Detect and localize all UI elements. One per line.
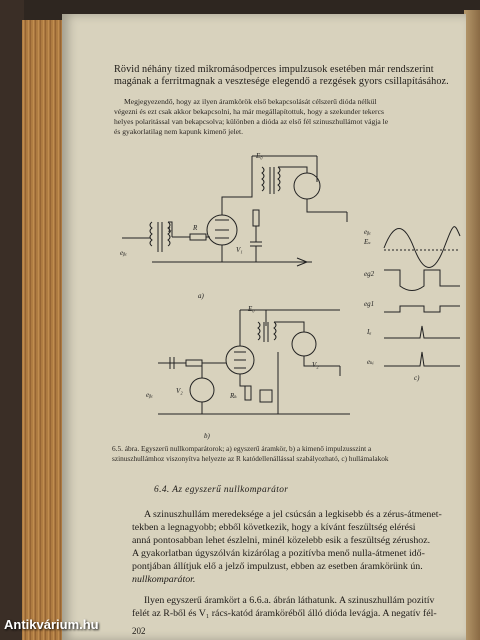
wave-label: Eₛ — [364, 238, 371, 246]
body-line-italic: nullkomparátor. — [132, 574, 196, 585]
body-line: tekben a legnagyobb; ebből következik, hogy a kívánt feszültség elérési — [132, 522, 416, 533]
circuit-diagram-b — [140, 302, 380, 422]
body2-line: felét az R-ből és V₁ rács-katód áramköréből álló dióda levágja. A negatív fél- — [132, 608, 437, 619]
wave-label: Iₐ — [367, 328, 372, 336]
wave-label: eₖᵢ — [367, 358, 374, 366]
wave-label: eg2 — [364, 270, 375, 278]
wave-label: eᵦₑ — [364, 228, 371, 236]
paragraph-line: Rövid néhány tized mikromásodperces impulzusok esetében már rendszerint — [114, 64, 434, 75]
note-line: Megjegyezendő, hogy az ilyen áramkörök első bekapcsolását célszerű dióda nélkül — [124, 97, 377, 106]
label-ebe-b: eᵦₑ — [146, 391, 153, 399]
page-number: 202 — [132, 626, 146, 636]
body-line: A gyakorlatban úgyszólván kizárólag a pozitívba menő nulla-átmenet idő- — [132, 548, 425, 559]
label-e0-b: E₀ — [248, 305, 255, 313]
book-page — [62, 14, 466, 640]
background-dark — [0, 0, 24, 640]
paragraph-line: magának a ferritmagnak a vesztesége elegendő a rezgések gyors csillapításához. — [114, 76, 449, 87]
figure-caption-line: 6.5. ábra. Egyszerű nullkomparátorok; a) egyszerű áramkör, b) a kimenő impulzusszint a — [112, 444, 372, 453]
label-ir: Iᵣ — [168, 226, 173, 234]
section-heading: 6.4. Az egyszerű nullkomparátor — [154, 485, 289, 495]
body2-line: Ilyen egyszerű áramkört a 6.6.a. ábrán láthatunk. A szinuszhullám pozitív — [144, 595, 435, 606]
book-page-edges — [22, 20, 64, 640]
body-line: pontjában állítjuk elő a jelző impulzust, ebben az esetben áramkörünk ún. — [132, 561, 423, 572]
body-line: A szinuszhullám meredeksége a jel csúcsán a legkisebb és a zérus-átmenet- — [144, 509, 442, 520]
label-rk: Rₖ — [230, 392, 237, 400]
figure-b-label: b) — [204, 432, 210, 440]
figure-a-label: a) — [198, 292, 204, 300]
label-v2-right: V₂ — [312, 361, 319, 369]
wave-label: eg1 — [364, 300, 375, 308]
figure-c-label: c) — [414, 374, 420, 382]
label-r: R — [193, 224, 198, 232]
body-line: anná pontosabban lehet észlelni, minél közelebb esik a feszültség zérushoz. — [132, 535, 431, 546]
note-line: végezni és ezt csak akkor bekapcsolni, ha már megállapítottuk, hogy a szekunder tekercs — [114, 107, 384, 116]
figure-caption-line: szinuszhullámhoz viszonyítva helyezte az R katódellenállással szabályozható, c) hullámalakok — [112, 454, 389, 463]
book-right-edge — [464, 10, 480, 640]
note-line: és gyakorlatilag nem kapunk kimenő jelet. — [114, 127, 244, 136]
waveform-diagram-c — [380, 226, 462, 386]
label-v2: V₂ — [176, 387, 183, 395]
label-ebe: eᵦₑ — [120, 249, 127, 257]
note-line: helyes polaritással van bekapcsolva; különben a dióda az első fél szinuszhullámot vágja le — [114, 117, 389, 126]
watermark: Antikvárium.hu — [4, 617, 99, 632]
label-e0: E₀ — [256, 152, 263, 160]
label-v1: V₁ — [236, 246, 243, 254]
